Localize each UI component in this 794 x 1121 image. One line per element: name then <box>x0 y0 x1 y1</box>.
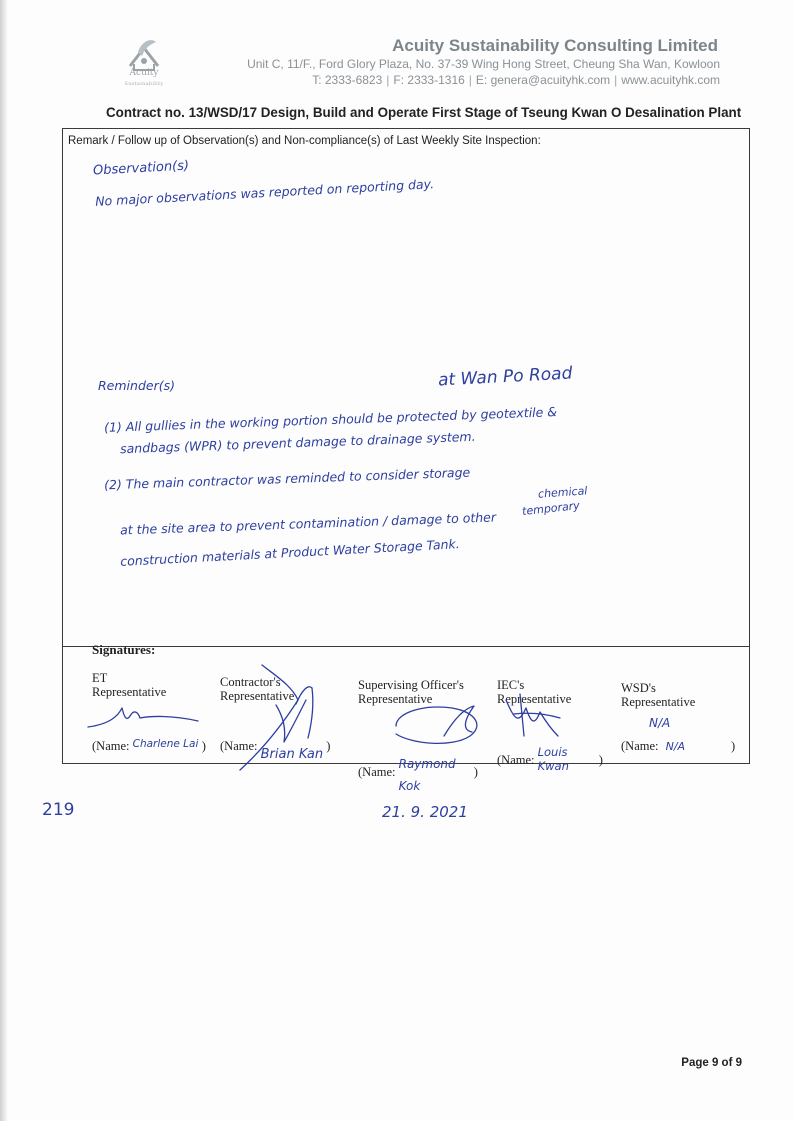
reminder-1-line2: sandbags (WPR) to prevent damage to drainage system. <box>119 428 476 457</box>
iec-role-label: IEC's Representative <box>497 678 572 706</box>
wsd-role-label: WSD's Representative <box>621 681 696 709</box>
reminder-insert: at Wan Po Road <box>437 363 573 391</box>
observation-text: No major observations was reported on reporting day. <box>94 176 435 209</box>
logo-text: Acuity <box>129 68 159 78</box>
so-role-label: Supervising Officer's Representative <box>358 678 464 706</box>
phone-number: T: 2333-6823 <box>312 73 383 87</box>
scan-edge-shadow <box>0 0 8 1121</box>
reminder-2-line3: construction materials at Product Water Storage Tank. <box>119 536 461 569</box>
page-number: Page 9 of 9 <box>681 1057 742 1069</box>
contractor-name: Brian Kan <box>260 747 324 762</box>
website: www.acuityhk.com <box>621 73 720 87</box>
iec-name-field: (Name: Louis Kwan ) <box>497 745 603 773</box>
reminder-heading: Reminder(s) <box>98 378 175 393</box>
signature-divider <box>62 646 750 647</box>
wsd-signature-text: N/A <box>649 716 671 730</box>
inspection-date: 21. 9. 2021 <box>382 803 468 821</box>
iec-name: Louis Kwan <box>537 745 569 773</box>
reminder-1-line1: (1) All gullies in the working portion should be protected by geotextile & <box>103 404 558 435</box>
remark-label: Remark / Follow up of Observation(s) and Non-compliance(s) of Last Weekly Site Inspection: <box>68 135 541 147</box>
contract-title: Contract no. 13/WSD/17 Design, Build and Operate First Stage of Tseung Kwan O Desalination Plant <box>106 105 742 120</box>
logo-subtext: Sustainability <box>124 81 164 87</box>
company-name: Acuity Sustainability Consulting Limited <box>392 36 718 55</box>
side-note: 219 <box>42 800 75 820</box>
wsd-name-field: (Name: N/A ) <box>621 739 736 753</box>
observation-heading: Observation(s) <box>92 158 190 179</box>
email-address: E: genera@acuityhk.com <box>475 73 611 87</box>
et-name: Charlene Lai <box>132 738 199 750</box>
et-name-field: (Name: Charlene Lai ) <box>92 738 206 753</box>
company-address: Unit C, 11/F., Ford Glory Plaza, No. 37-39 Wing Hong Street, Cheung Sha Wan, Kowloon <box>247 57 720 71</box>
et-role-label: ET Representative <box>92 671 167 699</box>
wsd-name: N/A <box>665 740 686 753</box>
company-contacts: T: 2333-6823 | F: 2333-1316 | E: genera@acuityhk.com | www.acuityhk.com <box>312 73 720 87</box>
contractor-name-field: (Name: Brian Kan ) <box>220 739 331 762</box>
signatures-title: Signatures: <box>92 642 156 657</box>
so-name-field: (Name: Raymond Kok ) <box>358 739 478 783</box>
reminder-2-line1: (2) The main contractor was reminded to consider storage <box>103 464 471 493</box>
fax-number: F: 2333-1316 <box>393 73 465 87</box>
reminder-2-insert-chemical: chemical <box>537 484 588 501</box>
so-name: Raymond Kok <box>398 757 456 793</box>
contractor-role-label: Contractor's Representative <box>220 675 295 703</box>
reminder-2-line2: at the site area to prevent contamination / damage to other <box>119 509 497 538</box>
reminder-2-insert-temporary: temporary <box>521 499 581 518</box>
